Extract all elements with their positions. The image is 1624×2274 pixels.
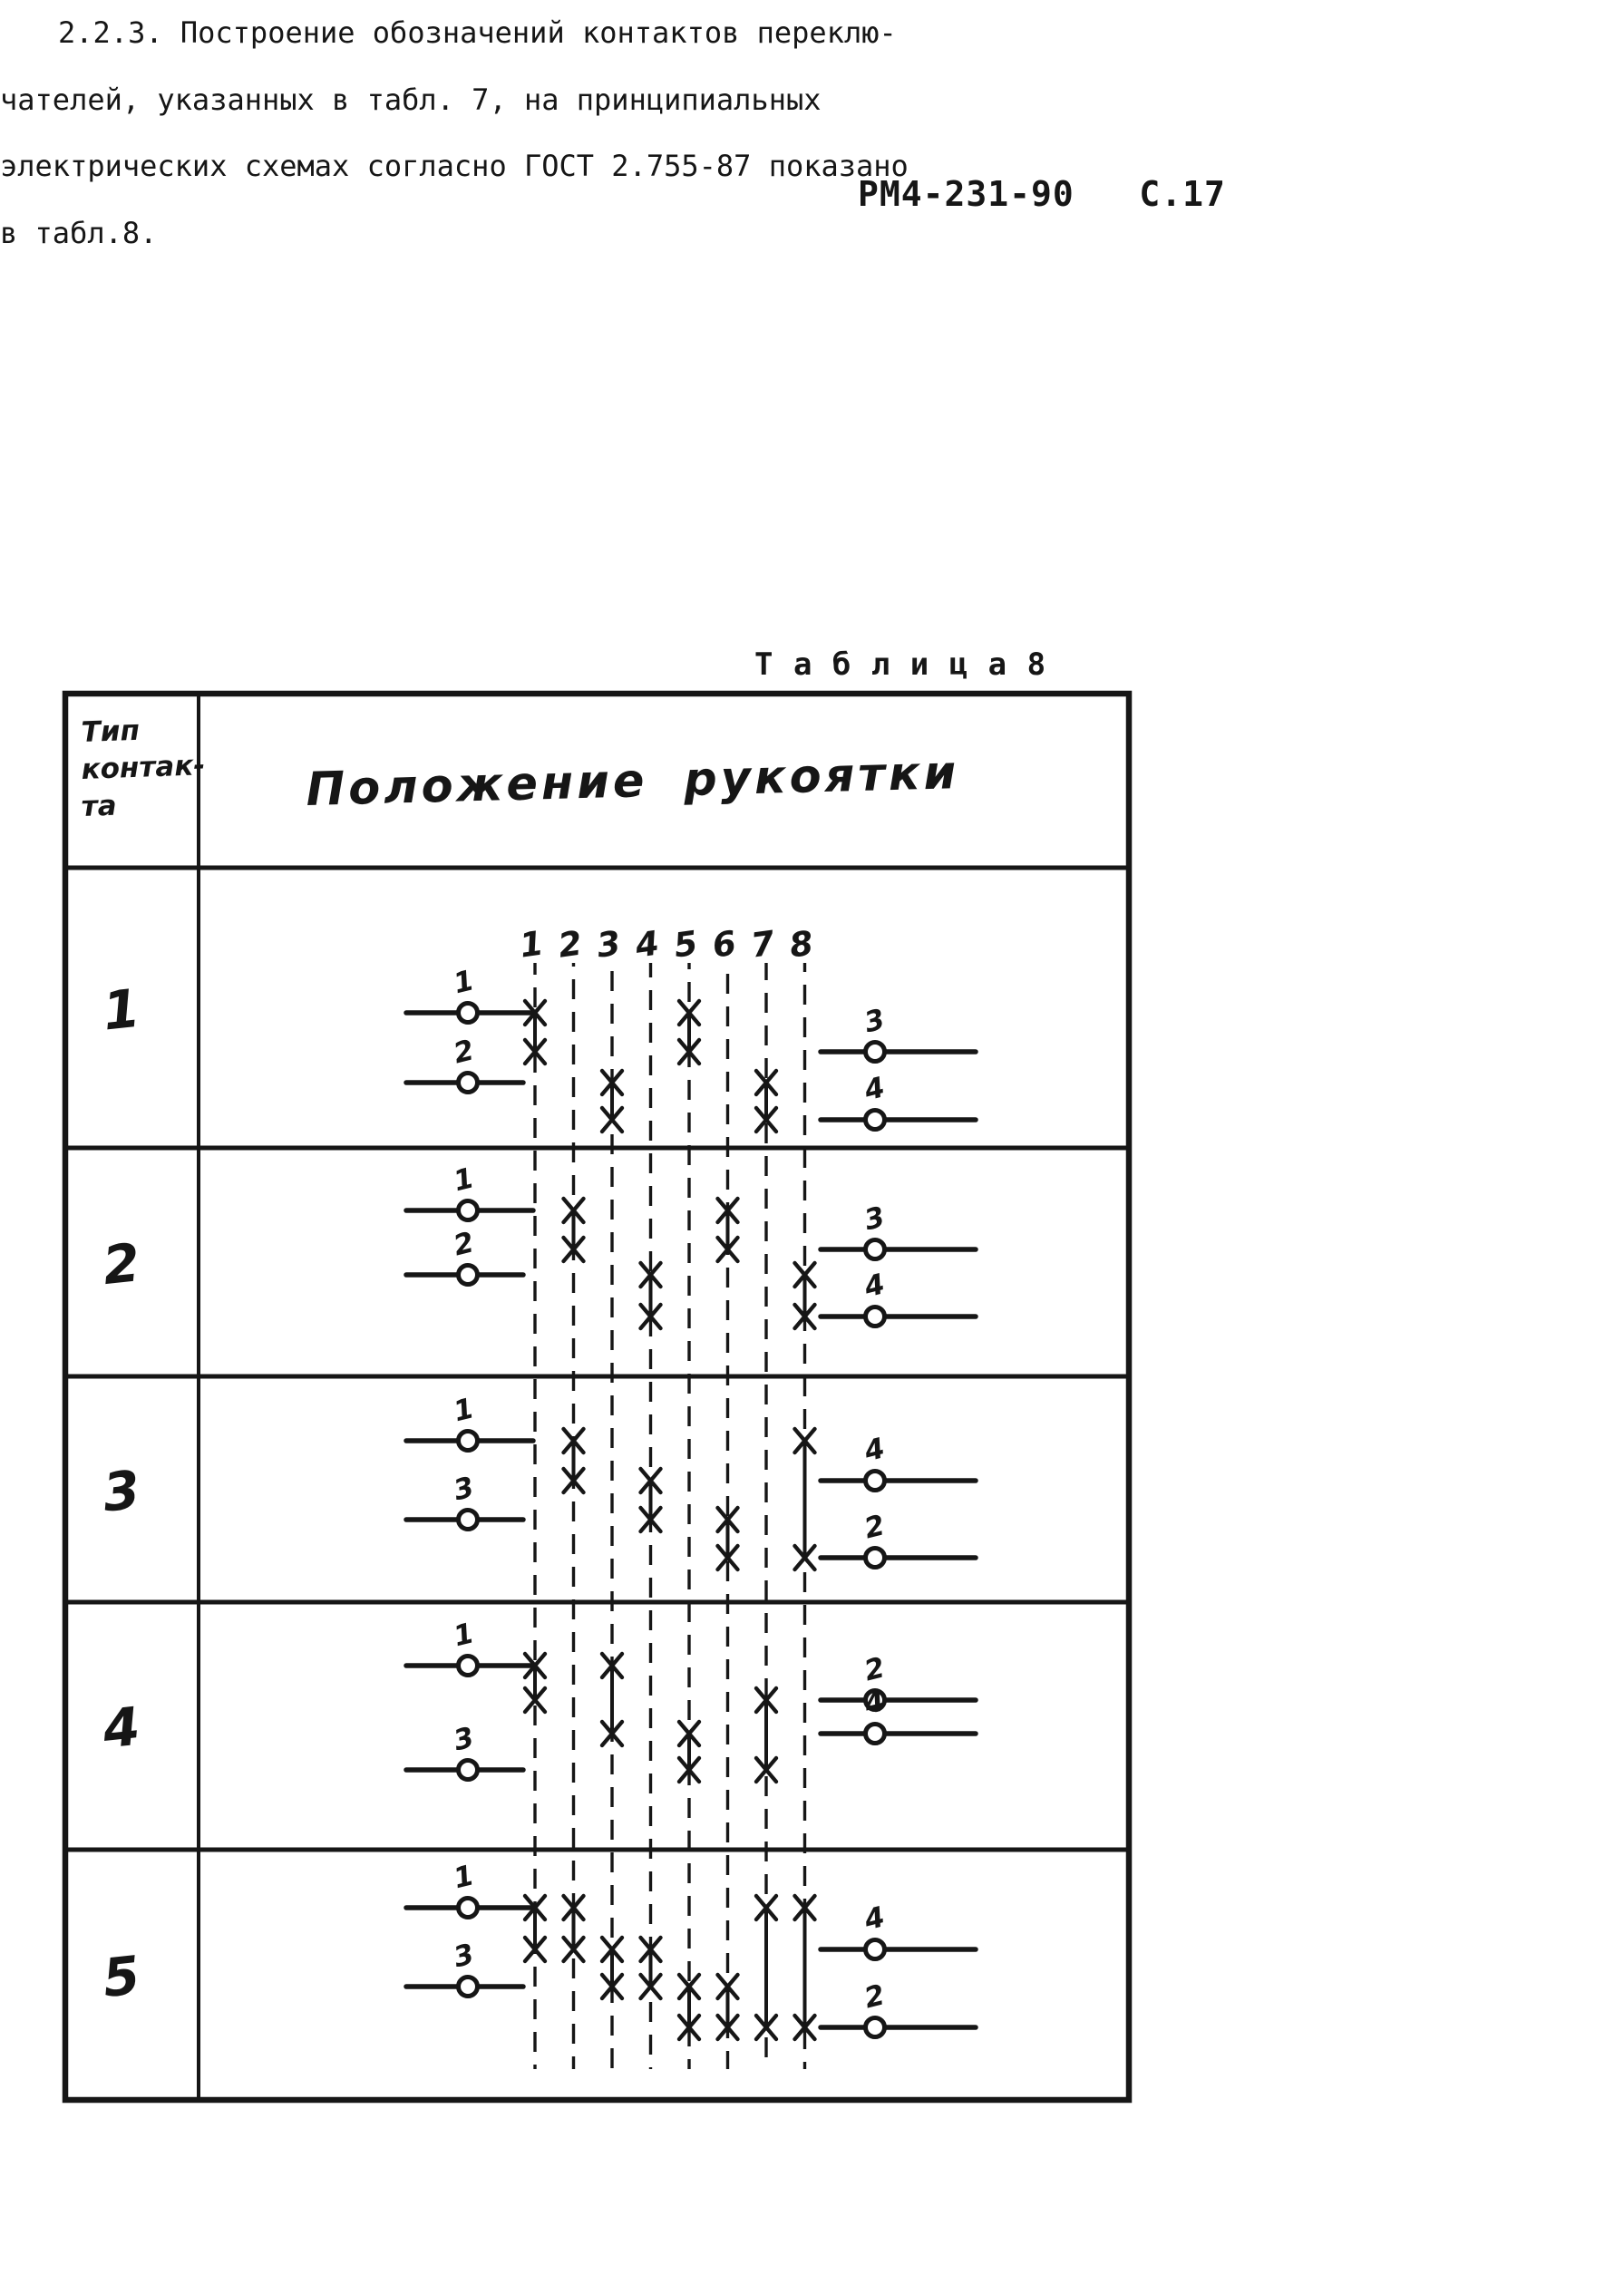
contact-terminal-circle — [866, 1240, 885, 1259]
position-number: 4 — [633, 923, 662, 966]
contact-type-number: 3 — [100, 1458, 143, 1524]
contact-terminal-circle — [459, 1657, 478, 1676]
contact-number: 3 — [861, 1003, 889, 1040]
contact-terminal-circle — [459, 1432, 478, 1451]
position-number: 2 — [556, 923, 585, 966]
position-number: 6 — [710, 923, 739, 966]
contact-number: 2 — [450, 1034, 478, 1071]
contact-number: 4 — [861, 1268, 889, 1305]
contact-type-number: 5 — [100, 1944, 143, 2010]
contact-number: 2 — [861, 1651, 889, 1688]
contact-terminal-circle — [866, 1472, 885, 1491]
contact-terminal-circle — [459, 1899, 478, 1918]
contact-number: 1 — [450, 1161, 478, 1199]
position-column-header: Положение рукоятки — [305, 746, 960, 817]
position-number: 5 — [671, 923, 701, 966]
contact-number: 2 — [861, 1978, 889, 2016]
contact-type-number: 2 — [100, 1231, 143, 1297]
contact-number: 2 — [450, 1226, 478, 1263]
paragraph-line: в табл.8. — [0, 215, 158, 250]
position-number: 7 — [748, 923, 778, 966]
contact-number: 2 — [861, 1509, 889, 1546]
contact-terminal-circle — [866, 1940, 885, 1959]
contact-number: 4 — [861, 1432, 889, 1469]
contact-number: 3 — [861, 1200, 889, 1238]
contact-terminal-circle — [459, 1004, 478, 1023]
position-number: 1 — [517, 923, 547, 966]
contact-type-number: 1 — [100, 977, 143, 1043]
contact-terminal-circle — [459, 1201, 478, 1220]
paragraph-line: чателей, указанных в табл. 7, на принципиальных — [0, 82, 822, 117]
type-column-header: контак- — [81, 749, 206, 786]
type-column-header: Тип — [81, 714, 141, 749]
contact-number: 1 — [450, 1617, 478, 1654]
contact-number: 3 — [450, 1938, 478, 1975]
position-number: 3 — [594, 923, 624, 966]
contact-terminal-circle — [459, 1266, 478, 1285]
contact-number: 4 — [861, 1900, 889, 1938]
table-caption: Т а б л и ц а 8 — [754, 646, 1047, 683]
contact-number: 4 — [861, 1685, 889, 1722]
contact-terminal-circle — [459, 1511, 478, 1530]
contact-terminal-circle — [866, 1307, 885, 1326]
contact-number: 1 — [450, 1859, 478, 1896]
table-border — [65, 694, 1129, 2100]
contact-terminal-circle — [866, 1725, 885, 1744]
contact-terminal-circle — [459, 1978, 478, 1997]
position-number: 8 — [787, 923, 816, 966]
contact-terminal-circle — [866, 1111, 885, 1130]
type-column-header: та — [81, 789, 118, 823]
contact-number: 4 — [861, 1071, 889, 1108]
contact-type-number: 4 — [100, 1695, 143, 1761]
contact-terminal-circle — [866, 1043, 885, 1062]
paragraph-line: электрических схемах согласно ГОСТ 2.755-87 показано — [0, 149, 909, 183]
paragraph-line: 2.2.3. Построение обозначений контактов переклю- — [58, 15, 897, 50]
contact-terminal-circle — [866, 1549, 885, 1568]
contact-number: 3 — [450, 1721, 478, 1758]
contact-terminal-circle — [866, 2018, 885, 2037]
page-header: РМ4-231-90 С.17 — [858, 174, 1226, 214]
contact-number: 3 — [450, 1471, 478, 1508]
contact-terminal-circle — [459, 1761, 478, 1780]
contact-number: 1 — [450, 964, 478, 1001]
contact-number: 1 — [450, 1392, 478, 1429]
contact-terminal-circle — [459, 1074, 478, 1093]
